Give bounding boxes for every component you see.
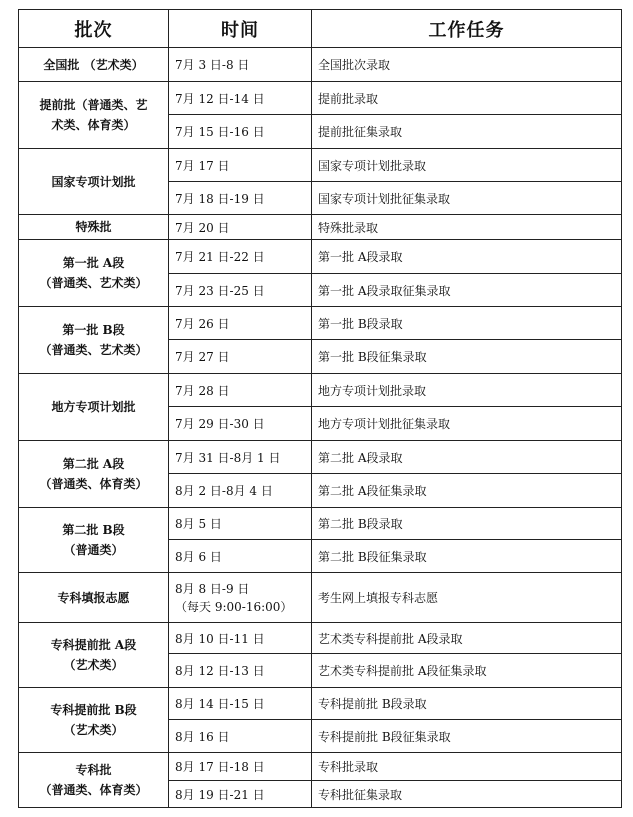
table-row xyxy=(19,753,622,781)
batch-cell xyxy=(19,149,169,215)
batch-cell xyxy=(19,623,169,688)
time-cell: 7月 17 日 xyxy=(169,149,312,182)
task-cell: 提前批征集录取 xyxy=(312,115,622,149)
time-cell xyxy=(169,573,312,623)
table-row xyxy=(19,215,622,240)
time-cell: 8月 16 日 xyxy=(169,720,312,753)
batch-label-line: （普通类） xyxy=(63,543,124,557)
batch-label-line: 第二批 A段 xyxy=(62,457,125,471)
table-row xyxy=(19,149,622,182)
batch-label-line: （普通类、艺术类） xyxy=(39,276,148,290)
time-cell: 7月 27 日 xyxy=(169,340,312,374)
time-cell: 8月 2 日-8月 4 日 xyxy=(169,474,312,508)
task-cell: 国家专项计划批录取 xyxy=(312,149,622,182)
time-cell: 7月 23 日-25 日 xyxy=(169,274,312,307)
time-cell: 8月 12 日-13 日 xyxy=(169,654,312,688)
time-cell: 7月 26 日 xyxy=(169,307,312,340)
task-cell: 第二批 A段录取 xyxy=(312,441,622,474)
batch-label-line: 术类、体育类） xyxy=(51,118,136,132)
batch-cell xyxy=(19,441,169,508)
batch-label-line: 提前批（普通类、艺 xyxy=(39,98,148,112)
task-cell: 第二批 B段录取 xyxy=(312,508,622,540)
task-cell: 特殊批录取 xyxy=(312,215,622,240)
batch-label-line: 第二批 B段 xyxy=(62,523,125,537)
task-cell: 专科提前批 B段录取 xyxy=(312,688,622,720)
task-cell: 全国批次录取 xyxy=(312,48,622,82)
task-cell: 地方专项计划批征集录取 xyxy=(312,407,622,441)
table-row xyxy=(19,48,622,82)
table-row xyxy=(19,374,622,407)
table-body xyxy=(19,48,622,808)
batch-label-line: 专科批 xyxy=(75,763,112,777)
task-cell: 第一批 B段录取 xyxy=(312,307,622,340)
task-cell: 第一批 A段录取 xyxy=(312,240,622,274)
batch-label-line: （艺术类） xyxy=(63,723,124,737)
time-cell: 7月 15 日-16 日 xyxy=(169,115,312,149)
batch-cell xyxy=(19,508,169,573)
time-note: （每天 9:00-16:00） xyxy=(175,599,293,614)
batch-label-line: 第一批 A段 xyxy=(62,256,125,270)
table-row xyxy=(19,441,622,474)
task-cell: 艺术类专科提前批 A段录取 xyxy=(312,623,622,654)
time-cell: 7月 12 日-14 日 xyxy=(169,82,312,115)
batch-cell xyxy=(19,215,169,240)
table-row xyxy=(19,623,622,654)
task-cell: 考生网上填报专科志愿 xyxy=(312,573,622,623)
task-cell: 地方专项计划批录取 xyxy=(312,374,622,407)
batch-label-line: 全国批 （艺术类） xyxy=(43,57,144,72)
task-cell: 专科批征集录取 xyxy=(312,781,622,808)
header-task: 工作任务 xyxy=(312,10,622,48)
table-row xyxy=(19,240,622,274)
batch-cell xyxy=(19,82,169,149)
table-row xyxy=(19,573,622,623)
task-cell: 第二批 A段征集录取 xyxy=(312,474,622,508)
batch-label-line: （普通类、体育类） xyxy=(39,477,148,491)
batch-label-line: （普通类、体育类） xyxy=(39,783,148,797)
header-batch: 批次 xyxy=(19,10,169,48)
time-cell: 7月 3 日-8 日 xyxy=(169,48,312,82)
time-cell: 7月 28 日 xyxy=(169,374,312,407)
batch-label-line: 第一批 B段 xyxy=(62,323,125,337)
time-cell: 8月 17 日-18 日 xyxy=(169,753,312,781)
task-cell: 第一批 A段录取征集录取 xyxy=(312,274,622,307)
batch-label-line: 地方专项计划批 xyxy=(51,400,136,414)
time-cell: 7月 31 日-8月 1 日 xyxy=(169,441,312,474)
batch-label-line: 专科提前批 B段 xyxy=(50,703,137,717)
table-row xyxy=(19,82,622,115)
batch-cell xyxy=(19,240,169,307)
task-cell: 第一批 B段征集录取 xyxy=(312,340,622,374)
time-cell: 7月 29 日-30 日 xyxy=(169,407,312,441)
task-cell: 专科批录取 xyxy=(312,753,622,781)
batch-label-line: （普通类、艺术类） xyxy=(39,343,148,357)
batch-cell xyxy=(19,48,169,82)
batch-label-line: 特殊批 xyxy=(75,220,112,234)
time-cell: 8月 10 日-11 日 xyxy=(169,623,312,654)
batch-cell xyxy=(19,753,169,808)
batch-label-line: 专科提前批 A段 xyxy=(50,638,137,652)
time-cell: 8月 19 日-21 日 xyxy=(169,781,312,808)
table-header-row xyxy=(19,10,622,48)
task-cell: 提前批录取 xyxy=(312,82,622,115)
time-cell: 7月 20 日 xyxy=(169,215,312,240)
table-row xyxy=(19,688,622,720)
table-row xyxy=(19,307,622,340)
batch-cell xyxy=(19,374,169,441)
batch-cell xyxy=(19,307,169,374)
batch-cell xyxy=(19,573,169,623)
time-text: 8月 8 日-9 日 xyxy=(175,581,250,596)
task-cell: 第二批 B段征集录取 xyxy=(312,540,622,573)
time-cell: 8月 14 日-15 日 xyxy=(169,688,312,720)
time-cell: 8月 6 日 xyxy=(169,540,312,573)
batch-label-line: 国家专项计划批 xyxy=(51,174,136,189)
time-cell: 8月 5 日 xyxy=(169,508,312,540)
batch-cell xyxy=(19,688,169,753)
time-cell: 7月 18 日-19 日 xyxy=(169,182,312,215)
time-cell: 7月 21 日-22 日 xyxy=(169,240,312,274)
batch-label-line: 专科填报志愿 xyxy=(57,590,130,605)
task-cell: 专科提前批 B段征集录取 xyxy=(312,720,622,753)
header-time: 时间 xyxy=(169,10,312,48)
admission-schedule-table xyxy=(18,9,622,808)
task-cell: 艺术类专科提前批 A段征集录取 xyxy=(312,654,622,688)
table-row xyxy=(19,508,622,540)
batch-label-line: （艺术类） xyxy=(63,658,124,672)
task-cell: 国家专项计划批征集录取 xyxy=(312,182,622,215)
